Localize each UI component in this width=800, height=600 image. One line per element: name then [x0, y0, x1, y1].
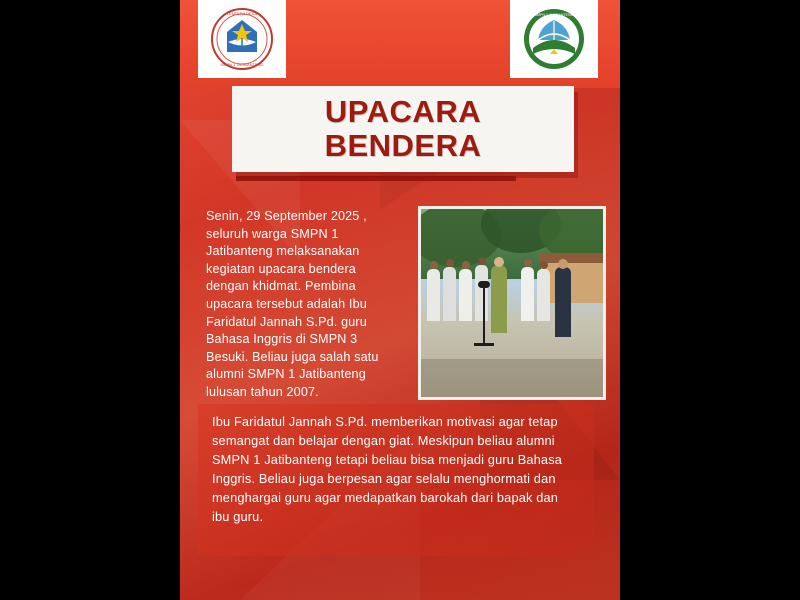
- poster: [180, 0, 620, 600]
- svg-text:LENTERA DESA: LENTERA DESA: [226, 11, 258, 16]
- letterbox-right: [620, 0, 800, 600]
- photo-student-head: [540, 261, 548, 269]
- photo-student-head: [524, 259, 532, 267]
- paragraph-two: Ibu Faridatul Jannah S.Pd. memberikan motivasi agar tetap semangat dan belajar dengan giat. Meskipun beliau alumni SMPN 1 Jatibanteng tetapi beliau bisa menjadi guru Bahasa Inggris. Beliau juga berpesan agar selalu menghormati dan menghargai guru agar medapatkan barokah dari bapak dan ibu guru.: [212, 414, 563, 524]
- svg-text:SMPN 1 JATIBANTENG: SMPN 1 JATIBANTENG: [220, 62, 264, 67]
- photo-student-head: [430, 261, 438, 269]
- photo-microphone-stand: [483, 287, 485, 345]
- photo-building-roof: [539, 253, 605, 263]
- photo-teacher-head: [494, 257, 504, 267]
- photo-student: [443, 267, 456, 321]
- school-emblem-icon: [523, 8, 585, 70]
- poster-title-line-2: BENDERA: [324, 128, 482, 163]
- paragraph-one: Senin, 29 September 2025 , seluruh warga SMPN 1 Jatibanteng melaksanakan kegiatan upacara bendera dengan khidmat. Pembina upacara tersebut adalah Ibu Faridatul Jannah S.Pd. guru Bahasa Inggris di SMPN 3 Besuki. Beliau juga salah satu alumni SMPN 1 Jatibanteng lulusan tahun 2007.: [206, 209, 379, 399]
- lentera-desa-logo-icon: [211, 8, 273, 70]
- photo-student: [537, 269, 550, 321]
- photo-ceremony-leader-head: [558, 259, 568, 269]
- photo-student-head: [478, 257, 486, 265]
- photo-student-head: [462, 261, 470, 269]
- photo-microphone-base: [474, 343, 494, 346]
- photo-student: [427, 269, 440, 321]
- photo-building: [541, 257, 603, 303]
- photo-teacher: [491, 265, 507, 333]
- logo-right-container: [510, 0, 598, 78]
- photo-student: [459, 269, 472, 321]
- letterbox-left: [0, 0, 180, 600]
- title-underline-rule: [236, 176, 516, 181]
- ceremony-photo: [418, 206, 606, 400]
- logo-left-container: [198, 0, 286, 78]
- photo-student-head: [446, 259, 454, 267]
- photo-student: [475, 265, 488, 321]
- photo-microphone-head: [478, 281, 490, 288]
- photo-student: [521, 267, 534, 321]
- svg-text:SMPN 1 JATIBANTENG: SMPN 1 JATIBANTENG: [534, 13, 574, 17]
- photo-ceremony-leader: [555, 267, 571, 337]
- photo-ground-shadow: [421, 359, 603, 397]
- poster-title-card: [232, 86, 574, 172]
- poster-title-line-1: UPACARA: [324, 94, 482, 129]
